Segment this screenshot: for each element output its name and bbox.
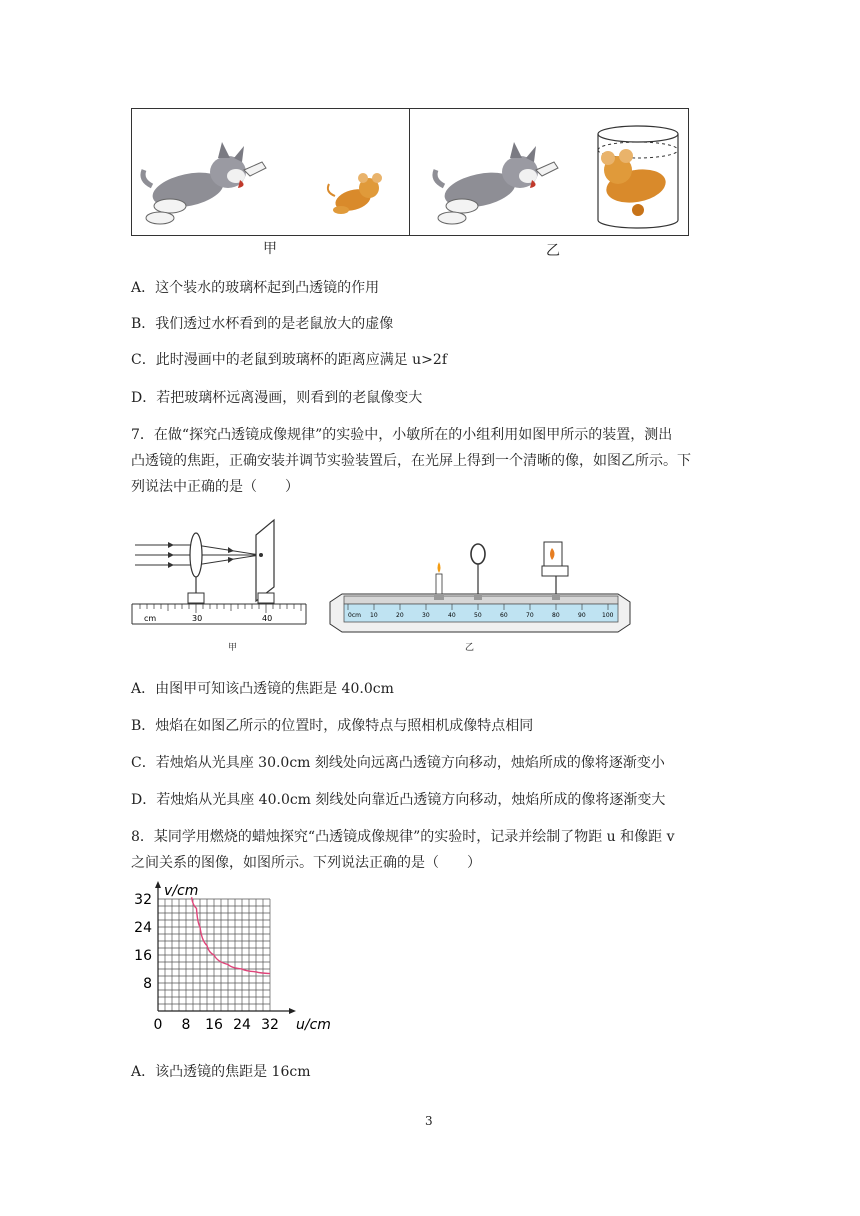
y-tick-label: 32 [134,892,152,908]
x-tick-label: 0 [153,1017,163,1033]
figure-caption-yi: 乙 [546,243,560,259]
q8-option-a: A．该凸透镜的焦距是 16cm [131,1064,311,1080]
figure-caption-yi-2: 乙 [465,643,475,653]
y-tick-label: 16 [134,948,152,964]
bench-tick-60: 60 [500,612,508,619]
bench-tick-100: 100 [602,612,614,619]
bench-tick-50: 50 [474,612,482,619]
y-axis-arrow [155,881,161,888]
water-glass-with-magnified-mouse [594,122,684,234]
uv-chart [128,883,338,1042]
q8-stem-line-1: 8．某同学用燃烧的蜡烛探究“凸透镜成像规律”的实验时，记录并绘制了物距 u 和像距 v [131,829,675,845]
bench-tick-20: 20 [396,612,404,619]
bench-tick-30: 30 [422,612,430,619]
x-tick-label: 16 [205,1017,223,1033]
figure-caption-jia-2: 甲 [228,643,238,653]
y-tick-label: 24 [134,920,152,936]
x-tick-label: 8 [181,1017,191,1033]
x-tick-label: 32 [261,1017,279,1033]
q6-option-c: C．此时漫画中的老鼠到玻璃杯的距离应满足 u>2f [131,352,447,368]
q6-option-b: B．我们透过水杯看到的是老鼠放大的虚像 [131,316,394,332]
q7-stem-line-1: 7．在做“探究凸透镜成像规律”的实验中，小敏所在的小组利用如图甲所示的装置，测出 [131,427,673,443]
x-tick-label: 24 [233,1017,251,1033]
ruler-unit-label: cm [144,614,157,623]
q7-stem-line-3: 列说法中正确的是（ ） [131,479,299,495]
q7-stem [131,422,731,500]
ruler-tick-40: 40 [262,614,273,623]
focal-length-apparatus [130,515,310,635]
cat-illustration-left [140,140,270,225]
mouse-illustration-left [325,172,389,218]
bench-tick-40: 40 [448,612,456,619]
figure-divider [409,108,410,235]
optical-bench [328,540,633,635]
q6-option-d: D．若把玻璃杯远离漫画，则看到的老鼠像变大 [131,390,423,406]
q7-option-d: D．若烛焰从光具座 40.0cm 刻线处向靠近凸透镜方向移动，烛焰所成的像将逐渐变大 [131,792,666,808]
q7-option-a: A．由图甲可知该凸透镜的焦距是 40.0cm [131,681,394,697]
bench-tick-10: 10 [370,612,378,619]
bench-tick-70: 70 [526,612,534,619]
q7-option-b: B．烛焰在如图乙所示的位置时，成像特点与照相机成像特点相同 [131,718,534,734]
bench-tick-80: 80 [552,612,560,619]
figure-caption-jia: 甲 [263,241,277,257]
q7-stem-line-2: 凸透镜的焦距，正确安装并调节实验装置后，在光屏上得到一个清晰的像，如图乙所示。下 [131,453,691,469]
x-axis-arrow [289,1008,296,1014]
q8-stem-line-2: 之间关系的图像，如图所示。下列说法正确的是（ ） [131,855,481,871]
bench-tick-0: 0cm [348,612,361,619]
ruler-tick-30: 30 [192,614,203,623]
bench-tick-90: 90 [578,612,586,619]
page-number: 3 [425,1114,433,1128]
q8-stem [131,824,731,876]
q6-option-a: A．这个装水的玻璃杯起到凸透镜的作用 [131,280,380,296]
cat-illustration-right [432,140,562,225]
y-tick-label: 8 [143,976,152,992]
y-axis-label: v/cm [164,883,199,899]
q7-option-c: C．若烛焰从光具座 30.0cm 刻线处向远离凸透镜方向移动，烛焰所成的像将逐渐变小 [131,755,665,771]
x-axis-label: u/cm [296,1017,331,1033]
